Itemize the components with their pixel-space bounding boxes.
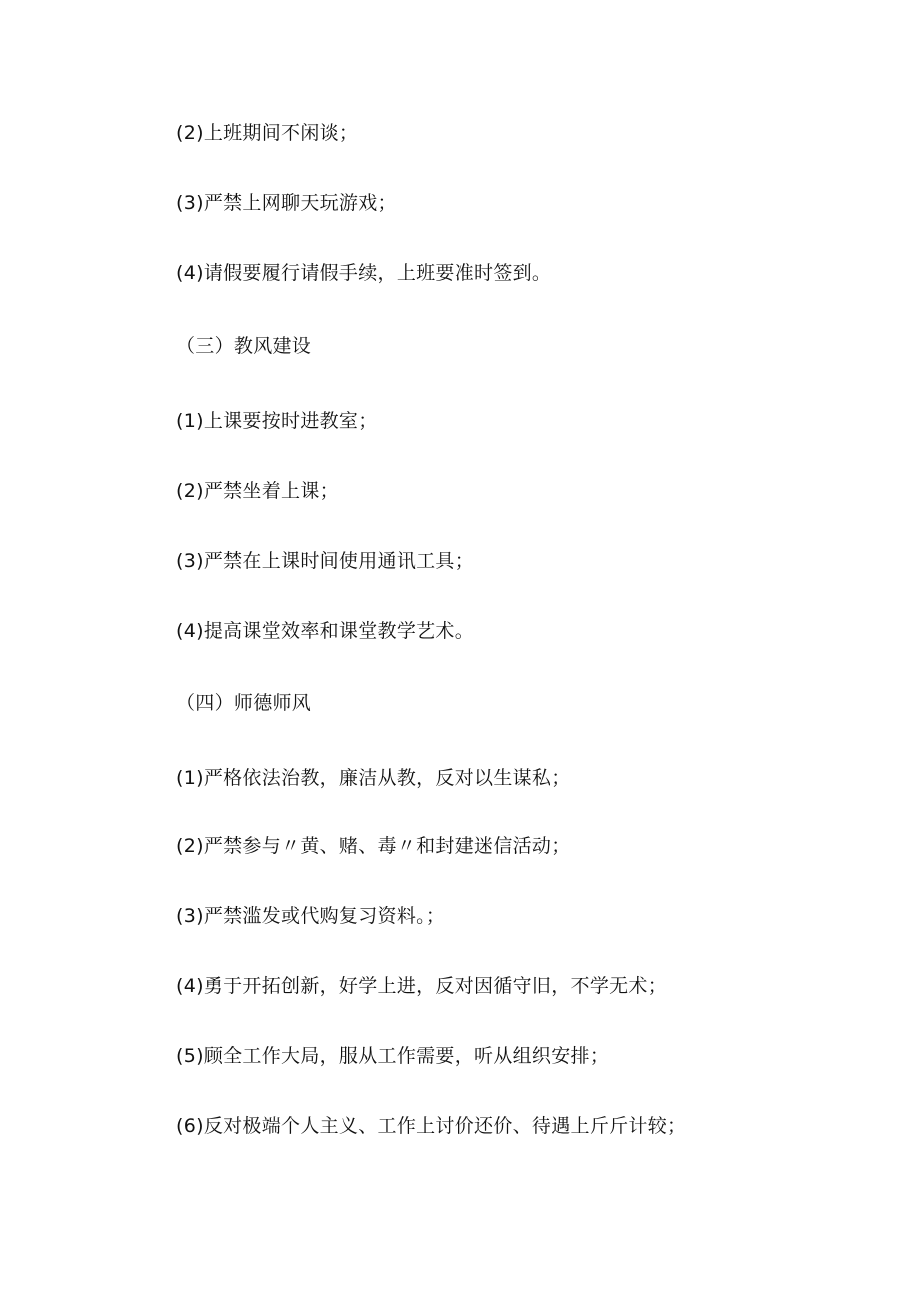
section-heading-teacher-ethics: （四）师德师风	[176, 692, 312, 714]
ethics-line-1: (1)严格依法治教，廉洁从教，反对以生谋私；	[176, 767, 571, 789]
rule-line-2-no-sitting: (2)严禁坐着上课；	[176, 480, 339, 502]
rule-line-3-no-gaming: (3)严禁上网聊天玩游戏；	[176, 192, 397, 214]
section-heading-teaching-style: （三）教风建设	[176, 335, 312, 357]
rule-line-2-no-chatting: (2)上班期间不闲谈；	[176, 122, 359, 144]
rule-line-1-on-time: (1)上课要按时进教室；	[176, 410, 378, 432]
ethics-line-3: (3)严禁滥发或代购复习资料。；	[176, 905, 446, 927]
rule-line-4-efficiency: (4)提高课堂效率和课堂教学艺术。	[176, 620, 475, 642]
rule-line-3-no-devices: (3)严禁在上课时间使用通讯工具；	[176, 550, 475, 572]
ethics-line-6: (6)反对极端个人主义、工作上讨价还价、待遇上斤斤计较；	[176, 1115, 687, 1137]
ethics-line-4: (4)勇于开拓创新，好学上进，反对因循守旧，不学无术；	[176, 975, 668, 997]
rule-line-4-leave-procedure: (4)请假要履行请假手续，上班要准时签到。	[176, 262, 552, 284]
ethics-line-2: (2)严禁参与〃黄、赌、毒〃和封建迷信活动；	[176, 835, 571, 857]
ethics-line-5: (5)顾全工作大局，服从工作需要，听从组织安排；	[176, 1045, 610, 1067]
